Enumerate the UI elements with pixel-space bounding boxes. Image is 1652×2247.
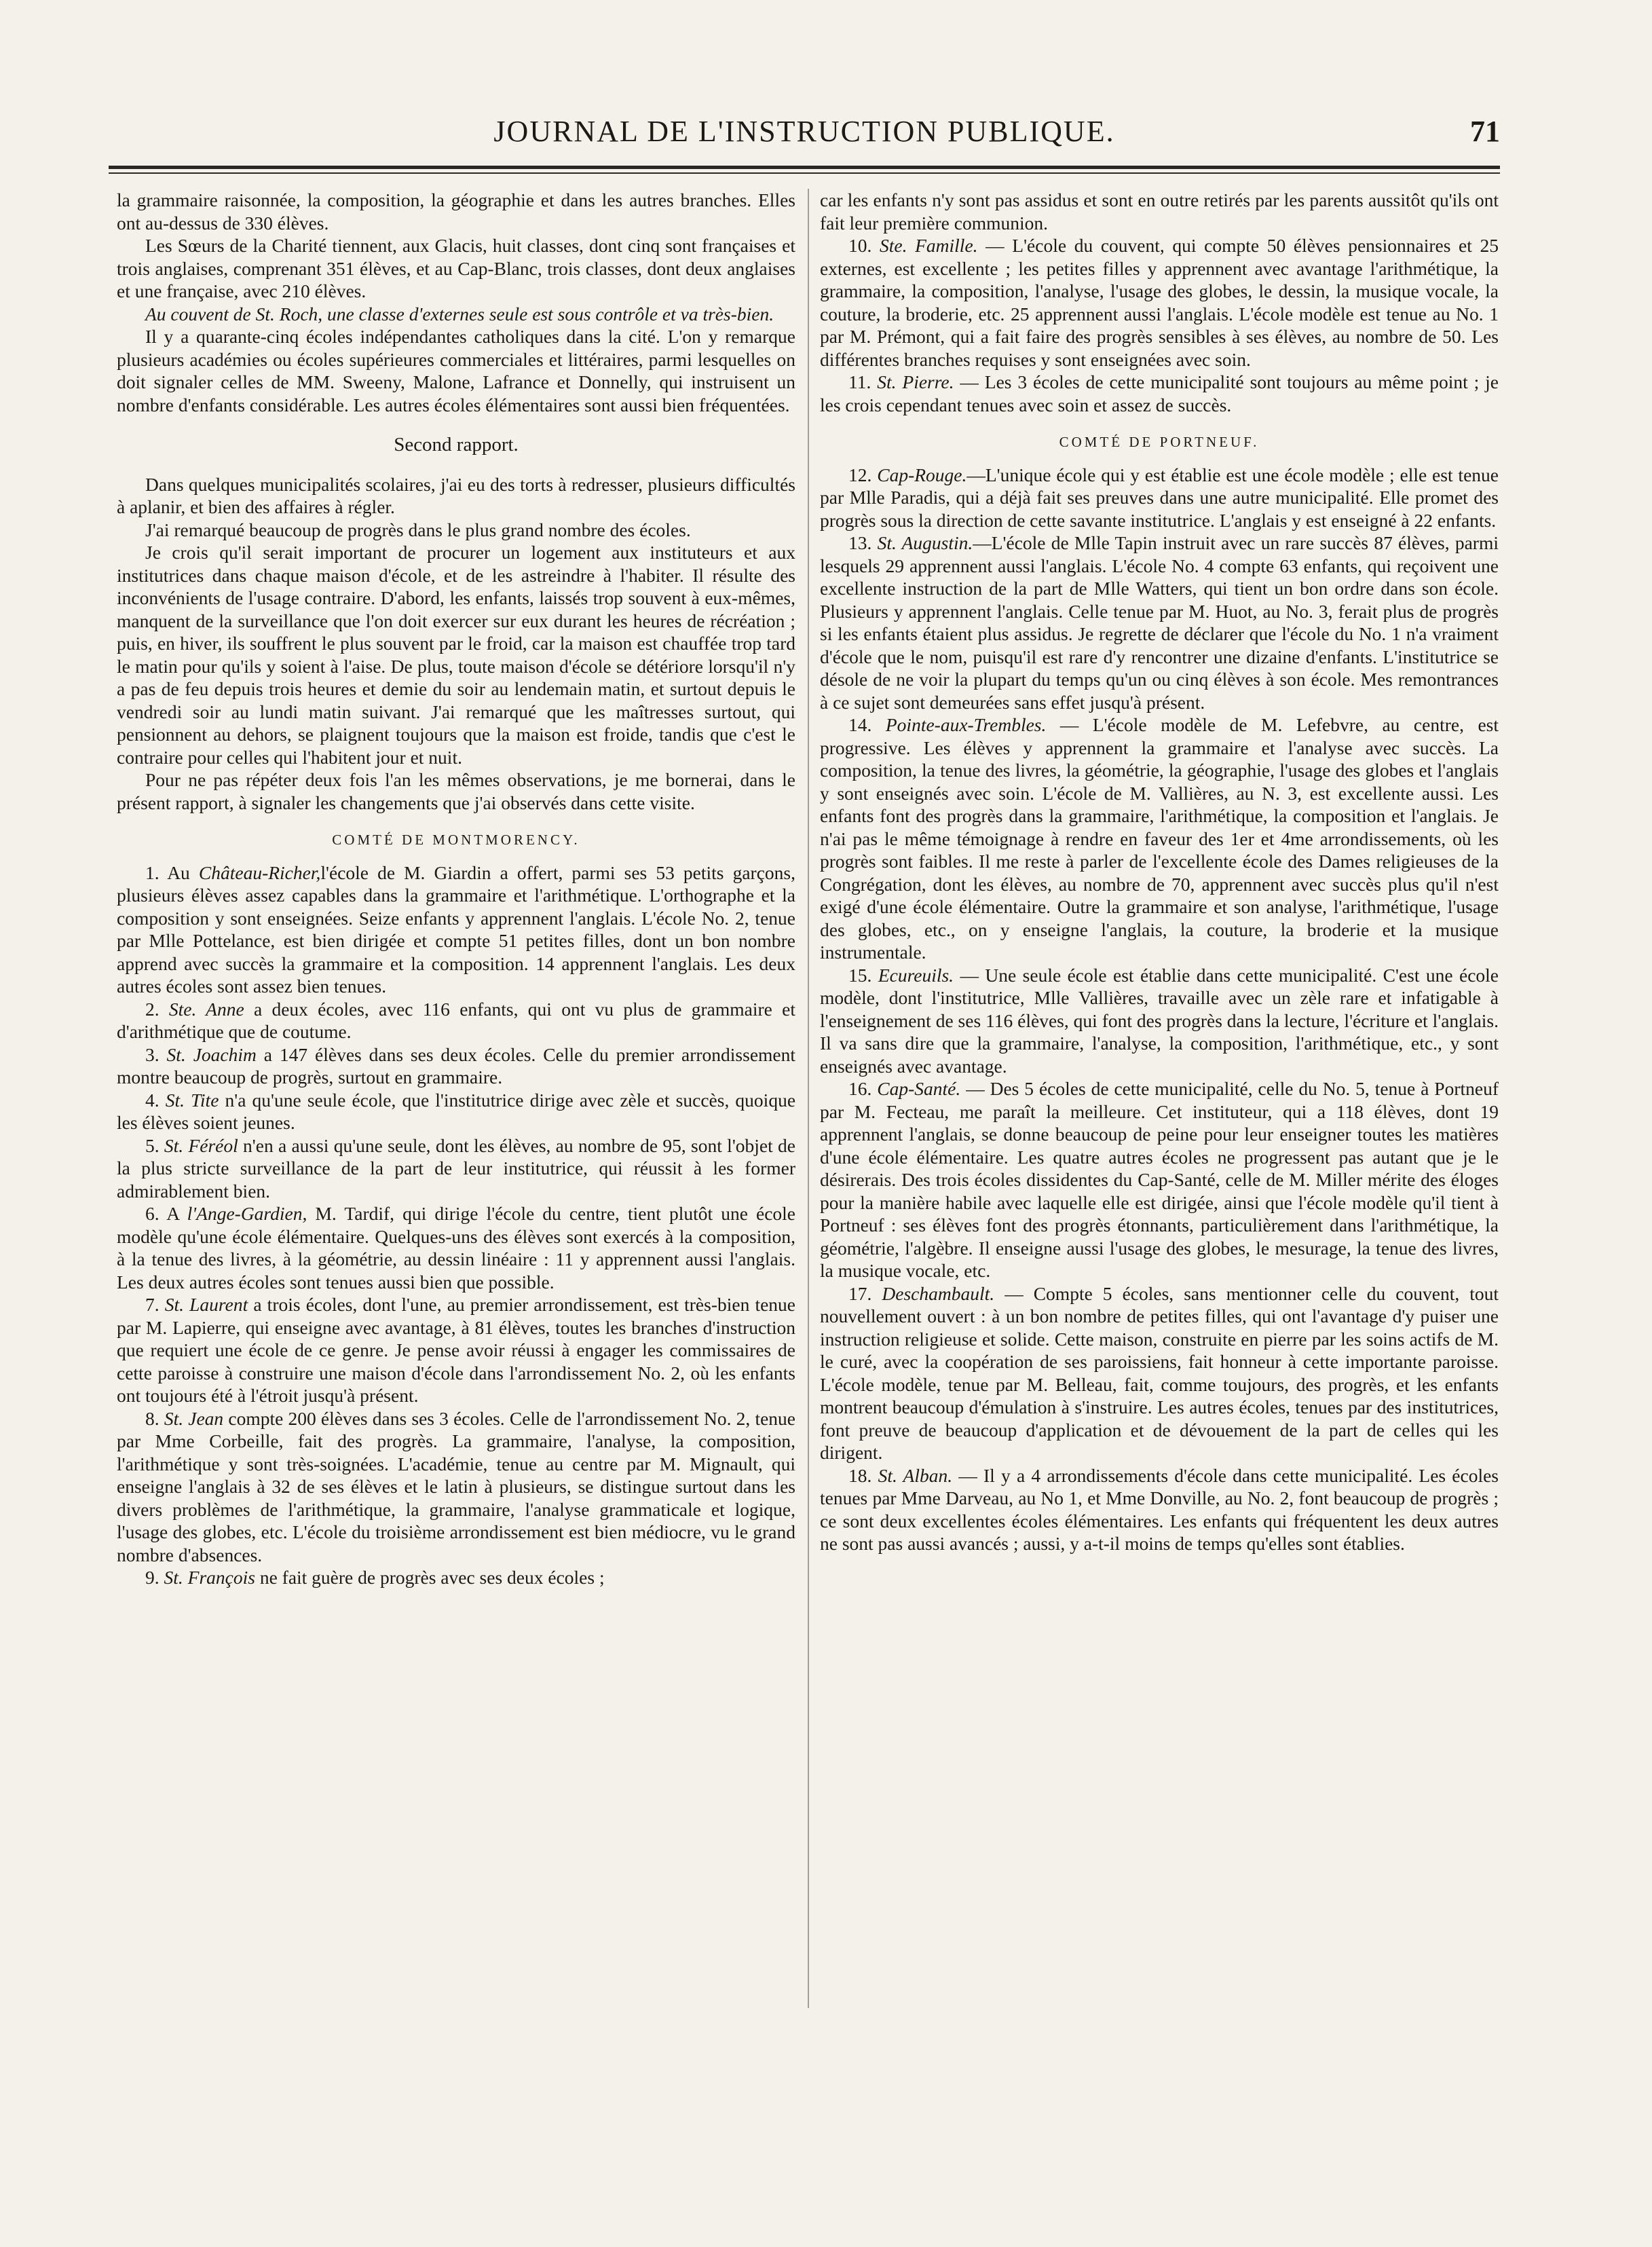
entry-text: — Des 5 écoles de cette municipalité, celle du No. 5, tenue à Portneuf par M. Fecteau, me paraît la meilleure. Cet instituteur, qui a 118 élèves, dont 19 apprennent l'anglais, se donne beaucoup de peine pour leur enseigner toutes les matières d'une école élémentaire. Les quatre autres écoles ne progressent pas autant que je le désirerais. Des trois écoles dissidentes du Cap-Santé, celle de M. Miller mérite des éloges pour la manière habile avec laquelle elle est dirigée, ainsi que l'école modèle qu'il tient à Portneuf : ses élèves font des progrès étonnants, particulièrement dans l'arithmétique, la géométrie, l'algèbre. Il enseigne aussi l'usage des globes, le mesurage, la tenue des livres, la musique vocale, etc. xyxy=(820,1078,1499,1281)
numbered-entry: 10. Ste. Famille. — L'école du couvent, qui compte 50 élèves pensionnaires et 25 externes, est excellente ; les petites filles y apprennent avec avantage l'arithmétique, la grammaire, la composition, l'analyse, l'usage des globes, le dessin, la musique vocale, la couture, la broderie, etc. 25 apprennent aussi l'anglais. L'école modèle est tenue au No. 1 par M. Prémont, qui a fait faire des progrès sensibles à ses élèves, au nombre de 50. Les différentes branches requises y sont enseignées avec soin. xyxy=(820,235,1499,370)
paragraph: la grammaire raisonnée, la composition, la géographie et dans les autres branches. Elles ont au-dessus de 330 élèves. xyxy=(117,189,795,234)
county-heading: COMTÉ DE MONTMORENCY. xyxy=(332,832,580,848)
paragraph: Je crois qu'il serait important de procurer un logement aux instituteurs et aux institutrices dans chaque maison d'école, et de les astreindre à l'habiter. Il résulte des inconvénients de l'usage contraire. D'abord, les enfants, laissés trop souvent à eux-mêmes, manquent de la surveillance que l'on doit exercer sur eux durant les heures de récréation ; puis, en hiver, ils souffrent le plus souvent par le froid, car la maison est chauffée trop tard le matin pour qu'ils y soient à l'aise. De plus, toute maison d'école se détériore lorsqu'il n'y a pas de feu depuis trois heures et demie du soir au lendemain matin, et surtout depuis le vendredi soir au lundi matin suivant. J'ai remarqué que les maîtresses surtout, qui pensionnent au dehors, se plaignent toujours que la maison est froide, tandis que c'est le contraire pour celles qui l'habitent jour et nuit. xyxy=(117,542,795,768)
paragraph: Il y a quarante-cinq écoles indépendantes catholiques dans la cité. L'on y remarque plusieurs académies ou écoles supérieures commerciales et littéraires, parmi lesquelles on doit signaler celles de MM. Sweeny, Malone, Lafrance et Donnelly, qui instruisent un nombre d'enfants considérable. Les autres écoles élémentaires sont aussi bien fréquentées. xyxy=(117,326,795,415)
entry-text: a trois écoles, dont l'une, au premier arrondissement, est très-bien tenue par M. Lapierre, qui enseigne avec avantage, à 81 élèves, toutes les branches d'instruction que requiert une école de ce genre. Je pense avoir réussi à engager les commissaires de cette paroisse à construire une maison d'école dans l'arrondissement No. 2, où les enfants ont toujours été à l'étroit jusqu'à présent. xyxy=(117,1294,795,1406)
entry-text: — Les 3 écoles de cette municipalité sont toujours au même point ; je les crois cependant tenues avec soin et assez de succès. xyxy=(820,371,1499,415)
numbered-entry: 14. Pointe-aux-Trembles. — L'école modèle de M. Lefebvre, au centre, est progressive. Les élèves y apprennent la grammaire et l'analyse avec succès. La composition, la tenue des livres, la géométrie, la géographie, l'usage des globes et l'anglais y sont enseignés avec soin. L'école de M. Vallières, au N. 3, est excellente aussi. Les enfants font des progrès dans la grammaire, l'arithmétique, la composition et l'anglais. Je n'ai pas le même témoignage à rendre en faveur des 1er et 4me arrondissements, où les progrès sont faibles. Il me reste à parler de l'excellente école des Dames religieuses de la Congrégation, dont les élèves, au nombre de 70, apprennent avec succès plus qu'il n'est exigé d'une école élémentaire. Outre la grammaire et son analyse, l'arithmétique, l'usage des globes, etc., on y enseigne l'anglais, la couture, la broderie et la musique instrumentale. xyxy=(820,714,1499,963)
entry-text: — Une seule école est établie dans cette municipalité. C'est une école modèle, dont l'institutrice, Mlle Vallières, travaille avec un zèle rare et infatigable à l'enseignement de ses 116 élèves, qui font des progrès dans la lecture, l'écriture et l'anglais. Il va sans dire que la grammaire, l'analyse, la composition, l'arithmétique, etc., y sont enseignés avec avantage. xyxy=(820,964,1499,1077)
entry-text: —L'unique école qui y est établie est une école modèle ; elle est tenue par Mlle Paradis, qui a déjà fait ses preuves dans une autre municipalité. Elle promet des progrès sous la direction de cette savante institutrice. L'anglais y est enseigné à 22 enfants. xyxy=(820,464,1499,531)
entry-text: n'en a aussi qu'une seule, dont les élèves, au nombre de 95, sont l'objet de la plus stricte surveillance de la part de leur institutrice, qui réussit à les former admirablement bien. xyxy=(117,1134,795,1202)
place-name: Château-Richer, xyxy=(198,861,321,883)
left-column xyxy=(117,189,795,2178)
entry-text: — Compte 5 écoles, sans mentionner celle du couvent, tout nouvellement ouvert : à un bon nombre de petites filles, qui ont l'avantage d'y puiser une instruction religieuse et solide. Cette maison, construite en pierre par les soins actifs de M. le curé, avec la coopération de ses paroissiens, fait honneur à cette importante paroisse. L'école modèle, tenue par M. Belleau, fait, comme toujours, des progrès, et les enfants montrent beaucoup d'émulation à s'instruire. Les autres écoles, tenues par des institutrices, font preuve de beaucoup d'application et de dévouement de la part de celles qui les dirigent. xyxy=(820,1282,1499,1463)
numbered-entry: 12. Cap-Rouge.—L'unique école qui y est établie est une école modèle ; elle est tenue par Mlle Paradis, qui a déjà fait ses preuves dans une autre municipalité. Elle promet des progrès sous la direction de cette savante institutrice. L'anglais y est enseigné à 22 enfants. xyxy=(820,464,1499,531)
place-name: St. Joachim xyxy=(166,1043,257,1065)
numbered-entry: 6. A l'Ange-Gardien, M. Tardif, qui dirige l'école du centre, tient plutôt une école modèle qu'une école élémentaire. Quelques-uns des élèves sont exercés à la composition, à la tenue des livres, à la géométrie, au dessin linéaire : 11 y apprennent aussi l'anglais. Les deux autres écoles sont tenues aussi bien que possible. xyxy=(117,1203,795,1293)
header-rule-thick xyxy=(109,166,1500,169)
numbered-entry: 2. Ste. Anne a deux écoles, avec 116 enfants, qui ont vu plus de grammaire et d'arithmétique que de coutume. xyxy=(117,998,795,1042)
numbered-entry: 9. St. François ne fait guère de progrès avec ses deux écoles ; xyxy=(145,1567,605,1588)
entry-text: M. Tardif, qui dirige l'école du centre, tient plutôt une école modèle qu'une école élémentaire. Quelques-uns des élèves sont exercés à la composition, à la tenue des livres, à la géométrie, au dessin linéaire : 11 y apprennent aussi l'anglais. Les deux autres écoles sont tenues aussi bien que possible. xyxy=(117,1203,795,1293)
entry-text: a 147 élèves dans ses deux écoles. Celle du premier arrondissement montre beaucoup de progrès, surtout en grammaire. xyxy=(117,1043,795,1088)
numbered-entry: 8. St. Jean compte 200 élèves dans ses 3 écoles. Celle de l'arrondissement No. 2, tenue par Mme Corbeille, fait des progrès. La grammaire, l'analyse, la composition, l'arithmétique y sont très-soignées. L'académie, tenue au centre par M. Mignault, qui enseigne l'anglais à 32 de ses élèves et le latin à plusieurs, se distingue surtout dans les divers problèmes de l'arithmétique, la grammaire, l'analyse grammaticale et logique, l'usage des globes, etc. L'école du troisième arrondissement est bien médiocre, vu le grand nombre d'absences. xyxy=(117,1407,795,1565)
entry-text: —L'école de Mlle Tapin instruit avec un rare succès 87 élèves, parmi lesquels 29 apprennent aussi l'anglais. L'école No. 4 compte 63 enfants, qui reçoivent une excellente instruction de la part de Mlle Watters, qui tient un bon ordre dans son école. Plusieurs y apprennent l'anglais. Celle tenue par M. Huot, au No. 3, ferait plus de progrès si les enfants étaient plus assidus. Je regrette de déclarer que l'école du No. 1 n'a vraiment d'école que le nom, puisqu'il est rare d'y rencontrer une dizaine d'enfants. L'institutrice se désole de ne voir la plupart du temps qu'un ou cinq élèves à son école. Mes remontrances à ce sujet sont demeurées sans effet jusqu'à présent. xyxy=(820,532,1499,713)
place-name: Pointe-aux-Trembles. xyxy=(885,714,1047,735)
place-name: Ecureuils. xyxy=(878,964,954,986)
column-divider xyxy=(808,189,809,2008)
place-name: St. François xyxy=(164,1567,255,1588)
journal-title: JOURNAL DE L'INSTRUCTION PUBLIQUE. xyxy=(493,115,1115,148)
numbered-entry: 16. Cap-Santé. — Des 5 écoles de cette municipalité, celle du No. 5, tenue à Portneuf par M. Fecteau, me paraît la meilleure. Cet instituteur, qui a 118 élèves, dont 19 apprennent l'anglais, se donne beaucoup de peine pour leur enseigner toutes les matières d'une école élémentaire. Les quatre autres écoles ne progressent pas autant que je le désirerais. Des trois écoles dissidentes du Cap-Santé, celle de M. Miller mérite des éloges pour la manière habile avec laquelle elle est dirigée, ainsi que l'école modèle qu'il tient à Portneuf : ses élèves font des progrès étonnants, particulièrement dans l'arithmétique, la géométrie, l'algèbre. Il enseigne aussi l'usage des globes, le mesurage, la tenue des livres, la musique vocale, etc. xyxy=(820,1078,1499,1281)
paragraph: J'ai remarqué beaucoup de progrès dans le plus grand nombre des écoles. xyxy=(145,519,691,540)
entry-text: — Il y a 4 arrondissements d'école dans cette municipalité. Les écoles tenues par Mme Darveau, au No 1, et Mme Donville, au No. 2, font beaucoup de progrès ; ce sont deux excellentes écoles élémentaires. Les enfants qui fréquentent les deux autres ne sont pas aussi avancés ; aussi, y a-t-il moins de temps qu'elles sont établies. xyxy=(820,1464,1499,1554)
place-name: Cap-Rouge. xyxy=(877,464,967,485)
numbered-entry: 18. St. Alban. — Il y a 4 arrondissements d'école dans cette municipalité. Les écoles tenues par Mme Darveau, au No 1, et Mme Donville, au No. 2, font beaucoup de progrès ; ce sont deux excellentes écoles élémentaires. Les enfants qui fréquentent les deux autres ne sont pas aussi avancés ; aussi, y a-t-il moins de temps qu'elles sont établies. xyxy=(820,1464,1499,1554)
paragraph: car les enfants n'y sont pas assidus et sont en outre retirés par les parents aussitôt qu'ils ont fait leur première communion. xyxy=(820,189,1499,234)
numbered-entry: 11. St. Pierre. — Les 3 écoles de cette municipalité sont toujours au même point ; je les crois cependant tenues avec soin et assez de succès. xyxy=(820,371,1499,415)
county-heading: COMTÉ DE PORTNEUF. xyxy=(1059,434,1260,450)
section-title: Second rapport. xyxy=(394,434,519,456)
place-name: St. Laurent xyxy=(164,1294,248,1315)
entry-text: ne fait guère de progrès avec ses deux écoles ; xyxy=(259,1567,605,1588)
numbered-entry: 5. St. Féréol n'en a aussi qu'une seule, dont les élèves, au nombre de 95, sont l'objet de la plus stricte surveillance de la part de leur institutrice, qui réussit à les former admirablement bien. xyxy=(117,1134,795,1202)
page-number: 71 xyxy=(1470,115,1500,148)
place-name: Cap-Santé. xyxy=(877,1078,961,1099)
place-name: St. Féréol xyxy=(164,1134,238,1156)
entry-text: n'a qu'une seule école, que l'institutrice dirige avec zèle et succès, quoique les élèves soient jeunes. xyxy=(117,1089,795,1133)
entry-text: a deux écoles, avec 116 enfants, qui ont vu plus de grammaire et d'arithmétique que de coutume. xyxy=(117,998,795,1042)
numbered-entry: 17. Deschambault. — Compte 5 écoles, sans mentionner celle du couvent, tout nouvellement ouvert : à un bon nombre de petites filles, qui ont l'avantage d'y puiser une instruction religieuse et solide. Cette maison, construite en pierre par les soins actifs de M. le curé, avec la coopération de ses paroissiens, fait honneur à cette importante paroisse. L'école modèle, tenue par M. Belleau, fait, comme toujours, des progrès, et les enfants montrent beaucoup d'émulation à s'instruire. Les autres écoles, tenues par des institutrices, font preuve de beaucoup d'application et de dévouement de la part de celles qui les dirigent. xyxy=(820,1282,1499,1463)
paragraph: Dans quelques municipalités scolaires, j'ai eu des torts à redresser, plusieurs difficultés à aplanir, et bien des affaires à régler. xyxy=(117,473,795,517)
place-name: St. Alban. xyxy=(878,1464,953,1486)
right-column xyxy=(820,189,1499,2178)
place-name: Ste. Famille. xyxy=(880,235,978,256)
numbered-entry: 15. Ecureuils. — Une seule école est établie dans cette municipalité. C'est une école modèle, dont l'institutrice, Mlle Vallières, travaille avec un zèle rare et infatigable à l'enseignement de ses 116 élèves, qui font des progrès dans la lecture, l'écriture et l'anglais. Il va sans dire que la grammaire, l'analyse, la composition, l'arithmétique, etc., y sont enseignés avec avantage. xyxy=(820,964,1499,1077)
place-name: Deschambault. xyxy=(882,1282,995,1304)
entry-text: — L'école du couvent, qui compte 50 élèves pensionnaires et 25 externes, est excellente ; les petites filles y apprennent avec avantage l'arithmétique, la grammaire, la composition, l'analyse, l'usage des globes, le dessin, la musique vocale, la couture, la broderie, etc. 25 apprennent aussi l'anglais. L'école modèle est tenue au No. 1 par M. Prémont, qui a fait faire des progrès sensibles à ses élèves, au nombre de 50. Les différentes branches requises y sont enseignées avec soin. xyxy=(820,235,1499,370)
entry-text: — L'école modèle de M. Lefebvre, au centre, est progressive. Les élèves y apprennent la grammaire et l'analyse avec succès. La composition, la tenue des livres, la géométrie, la géographie, l'usage des globes et l'anglais y sont enseignés avec soin. L'école de M. Vallières, au N. 3, est excellente aussi. Les enfants font des progrès dans la grammaire, l'arithmétique, la composition et l'anglais. Je n'ai pas le même témoignage à rendre en faveur des 1er et 4me arrondissements, où les progrès sont faibles. Il me reste à parler de l'excellente école des Dames religieuses de la Congrégation, dont les élèves, au nombre de 70, apprennent avec succès plus qu'il n'est exigé d'une école élémentaire. Outre la grammaire et son analyse, l'arithmétique, l'usage des globes, etc., on y enseigne l'anglais, la couture, la broderie et la musique instrumentale. xyxy=(820,714,1499,963)
place-name: l'Ange-Gardien, xyxy=(187,1203,307,1224)
header-rule-thin xyxy=(109,172,1500,174)
numbered-entry: 13. St. Augustin.—L'école de Mlle Tapin instruit avec un rare succès 87 élèves, parmi lesquels 29 apprennent aussi l'anglais. L'école No. 4 compte 63 enfants, qui reçoivent une excellente instruction de la part de Mlle Watters, qui tient un bon ordre dans son école. Plusieurs y apprennent l'anglais. Celle tenue par M. Huot, au No. 3, ferait plus de progrès si les enfants étaient plus assidus. Je regrette de déclarer que l'école du No. 1 n'a vraiment d'école que le nom, puisqu'il est rare d'y rencontrer une dizaine d'enfants. L'institutrice se désole de ne voir la plupart du temps qu'un ou cinq élèves à son école. Mes remontrances à ce sujet sont demeurées sans effet jusqu'à présent. xyxy=(820,532,1499,713)
paragraph: Les Sœurs de la Charité tiennent, aux Glacis, huit classes, dont cinq sont françaises et trois anglaises, comprenant 351 élèves, et au Cap-Blanc, trois classes, dont deux anglaises et une française, avec 210 élèves. xyxy=(117,235,795,301)
place-name: St. Tite xyxy=(165,1089,219,1111)
paragraph: Pour ne pas répéter deux fois l'an les mêmes observations, je me bornerai, dans le présent rapport, à signaler les changements que j'ai observés dans cette visite. xyxy=(117,769,795,813)
place-name: St. Augustin. xyxy=(877,532,973,553)
paragraph: Au couvent de St. Roch, une classe d'externes seule est sous contrôle et va très-bien. xyxy=(145,303,774,324)
numbered-entry: 3. St. Joachim a 147 élèves dans ses deux écoles. Celle du premier arrondissement montre beaucoup de progrès, surtout en grammaire. xyxy=(117,1043,795,1088)
running-head xyxy=(109,114,1500,155)
entry-text: l'école de M. Giardin a offert, parmi ses 53 petits garçons, plusieurs élèves assez capables dans la grammaire et l'arithmétique. L'orthographe et la composition y sont enseignées. Seize enfants y apprennent l'anglais. L'école No. 2, tenue par Mlle Pottelance, est bien dirigée et compte 51 petites filles, dont un bon nombre apprend avec succès la grammaire et la composition. 14 apprennent l'anglais. Les deux autres écoles sont assez bien tenues. xyxy=(117,861,795,997)
numbered-entry: 1. Au Château-Richer,l'école de M. Giardin a offert, parmi ses 53 petits garçons, plusieurs élèves assez capables dans la grammaire et l'arithmétique. L'orthographe et la composition y sont enseignées. Seize enfants y apprennent l'anglais. L'école No. 2, tenue par Mlle Pottelance, est bien dirigée et compte 51 petites filles, dont un bon nombre apprend avec succès la grammaire et la composition. 14 apprennent l'anglais. Les deux autres écoles sont assez bien tenues. xyxy=(117,861,795,997)
place-name: St. Jean xyxy=(164,1407,224,1429)
place-name: Ste. Anne xyxy=(168,998,244,1020)
numbered-entry: 4. St. Tite n'a qu'une seule école, que l'institutrice dirige avec zèle et succès, quoique les élèves soient jeunes. xyxy=(117,1089,795,1133)
numbered-entry: 7. St. Laurent a trois écoles, dont l'une, au premier arrondissement, est très-bien tenue par M. Lapierre, qui enseigne avec avantage, à 81 élèves, toutes les branches d'instruction que requiert une école de ce genre. Je pense avoir réussi à engager les commissaires de cette paroisse à construire une maison d'école dans l'arrondissement No. 2, où les enfants ont toujours été à l'étroit jusqu'à présent. xyxy=(117,1294,795,1406)
entry-text: compte 200 élèves dans ses 3 écoles. Celle de l'arrondissement No. 2, tenue par Mme Corbeille, fait des progrès. La grammaire, l'analyse, la composition, l'arithmétique y sont très-soignées. L'académie, tenue au centre par M. Mignault, qui enseigne l'anglais à 32 de ses élèves et le latin à plusieurs, se distingue surtout dans les divers problèmes de l'arithmétique, la grammaire, l'analyse grammaticale et logique, l'usage des globes, etc. L'école du troisième arrondissement est bien médiocre, vu le grand nombre d'absences. xyxy=(117,1407,795,1565)
place-name: St. Pierre. xyxy=(877,371,954,392)
